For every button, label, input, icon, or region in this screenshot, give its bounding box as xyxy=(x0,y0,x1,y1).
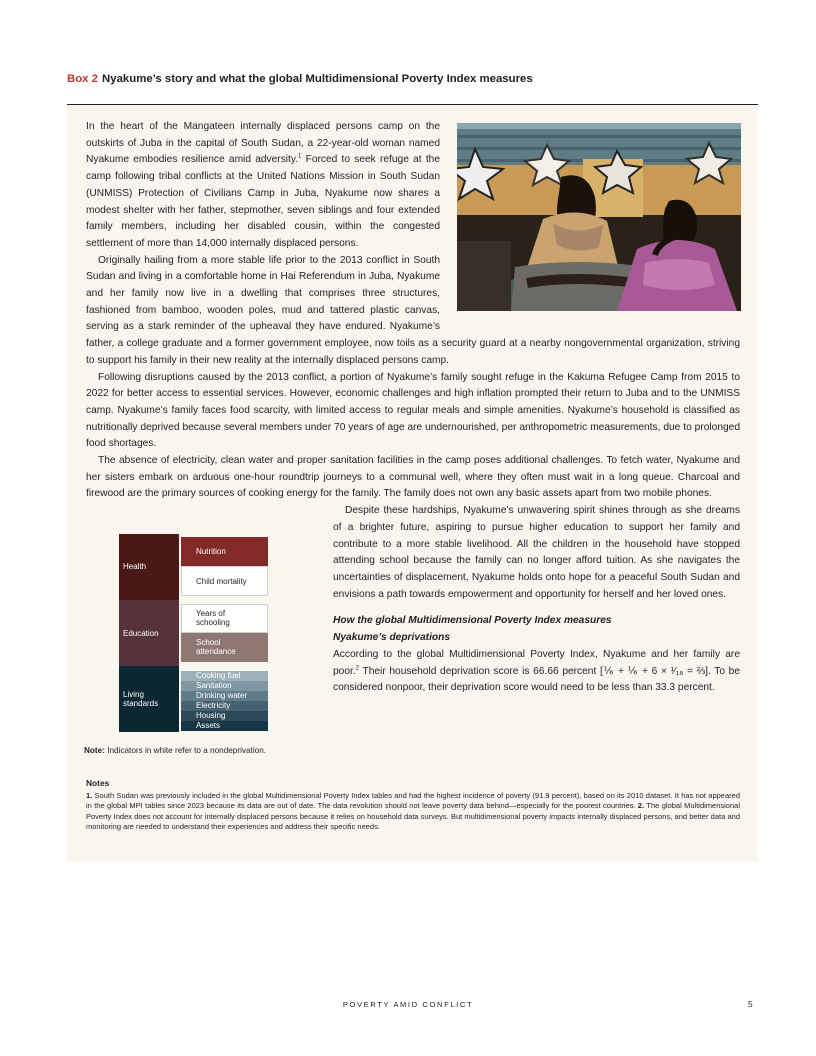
mpi-figure xyxy=(84,534,318,774)
dimension-health: Health xyxy=(119,534,179,600)
indicator-school-attendance: School attendance xyxy=(181,633,268,662)
story-paragraph-6: According to the global Multidimensional Poverty Index, Nyakume and her family are poor.$^2$ Their household deprivation score is 66.66 percent [⅙ + ⅙ + 6 × ¹⁄₁₈ = ⅔]. To be considered nonpoor, their deprivation score would need to be less than 33.3 percent. xyxy=(333,648,740,694)
box-number: Box 2 xyxy=(67,73,99,85)
dimension-education: Education xyxy=(119,600,179,666)
indicator-housing: Housing xyxy=(181,711,268,721)
story-paragraph-1: In the heart of the Mangateen internally displaced persons camp on the outskirts of Juba in the capital of South Sudan, a 22-year-old woman named Nyakume embodies resilience amid adversity.$^1$ Forced to seek refuge at the camp following tribal conflicts at the United Nations Mission in South Sudan (UNMISS) Protection of Civilians Camp in Juba, Nyakume now shares a modest shelter with her father, stepmother, seven siblings and four extended family members, including her disabled cousin, within the congested settlement of more than 14,000 internally displaced persons. xyxy=(86,121,440,249)
indicator-electricity: Electricity xyxy=(181,701,268,711)
box-title xyxy=(67,73,767,85)
footnotes xyxy=(86,778,740,832)
story-paragraph-2: Originally hailing from a more stable life prior to the 2013 conflict in South Sudan and living in a comfortable home in Hai Referendum in Juba, Nyakume and her family now live in a dwelling that comprises three structures, fashioned from bamboo, wooden poles, mud and tattered plastic canvas, serving as a stark reminder of the upheaval they have endured. Nyakume’s father, a college graduate and a former government employee, now toils as a security guard at a nearby nongovernmental organization, striving to support his family in their new reality at the internally displaced persons camp. xyxy=(86,254,740,366)
notes-text: 1. South Sudan was previously included in the global Multidimensional Poverty Index tables and had the highest incidence of poverty (91.9 percent), based on its 2010 dataset. It has not appeared in the global MPI tables since 2023 because its data are out of date. The data revolution should not leave poverty data behind—especially for the poorest countries. 2. The global Multidimensional Poverty Index does not account for internally displaced persons because it relies on household data surveys. But multidimensional poverty impacts internally displaced persons, and better data and monitoring are needed to understand their experiences and address their specific needs. xyxy=(86,791,740,831)
footnote-ref-2[interactable]: 2 xyxy=(355,665,360,672)
running-footer: POVERTY AMID CONFLICT xyxy=(342,1000,474,1009)
indicator-sanitation: Sanitation xyxy=(181,681,268,691)
dimension-living-standards: Living standards xyxy=(119,666,179,732)
page-number: 5 xyxy=(748,999,753,1009)
section-subheading: How the global Multidimensional Poverty Index measures Nyakume’s deprivations xyxy=(333,615,612,644)
indicator-years-of-schooling: Years of schooling xyxy=(181,604,268,633)
indicator-nutrition: Nutrition xyxy=(181,537,268,566)
photo-women-in-camp xyxy=(457,123,741,311)
indicator-child-mortality: Child mortality xyxy=(181,566,268,596)
story-paragraph-5: Despite these hardships, Nyakume’s unwavering spirit shines through as she dreams of a brighter future, aspiring to pursue higher education to support her family and contribute to a more stable livelihood. All the children in the household have stopped attending school because the family can no longer afford tuition. As she navigates the uncertainties of displacement, Nyakume holds onto hope for a peaceful South Sudan and envisions a path towards empowerment and opportunity for herself and her loved ones. xyxy=(333,505,740,600)
notes-title: Notes xyxy=(86,778,110,788)
footnote-ref-1[interactable]: 1 xyxy=(298,154,302,161)
indicator-assets: Assets xyxy=(181,721,268,731)
figure-note: Note: Indicators in white refer to a nondeprivation. xyxy=(84,746,267,755)
box-heading: Nyakume’s story and what the global Multidimensional Poverty Index measures xyxy=(102,73,533,85)
photo-illustration xyxy=(457,123,741,311)
story-paragraph-3: Following disruptions caused by the 2013 conflict, a portion of Nyakume’s family sought refuge in the Kakuma Refugee Camp from 2015 to 2022 for better access to essential services. However, economic challenges and high inflation prompted their return to Juba and to the UNMISS camp. Nyakume’s family faces food scarcity, with limited access to regular meals and simple amenities. Nyakume’s household is classified as nutritionally deprived because several members under 70 years of age are undernourished, per anthropometric measurements, due to prolonged food shortages. xyxy=(86,371,740,450)
story-paragraph-4: The absence of electricity, clean water and proper sanitation facilities in the camp poses additional challenges. To fetch water, Nyakume and her sisters embark on arduous one-hour roundtrip journeys to a communal well, where they often must wait in a long queue. Charcoal and firewood are the primary sources of cooking energy for the family. The family does not own any basic assets apart from two mobile phones. xyxy=(86,455,740,500)
indicator-drinking-water: Drinking water xyxy=(181,691,268,701)
indicator-cooking-fuel: Cooking fuel xyxy=(181,671,268,681)
